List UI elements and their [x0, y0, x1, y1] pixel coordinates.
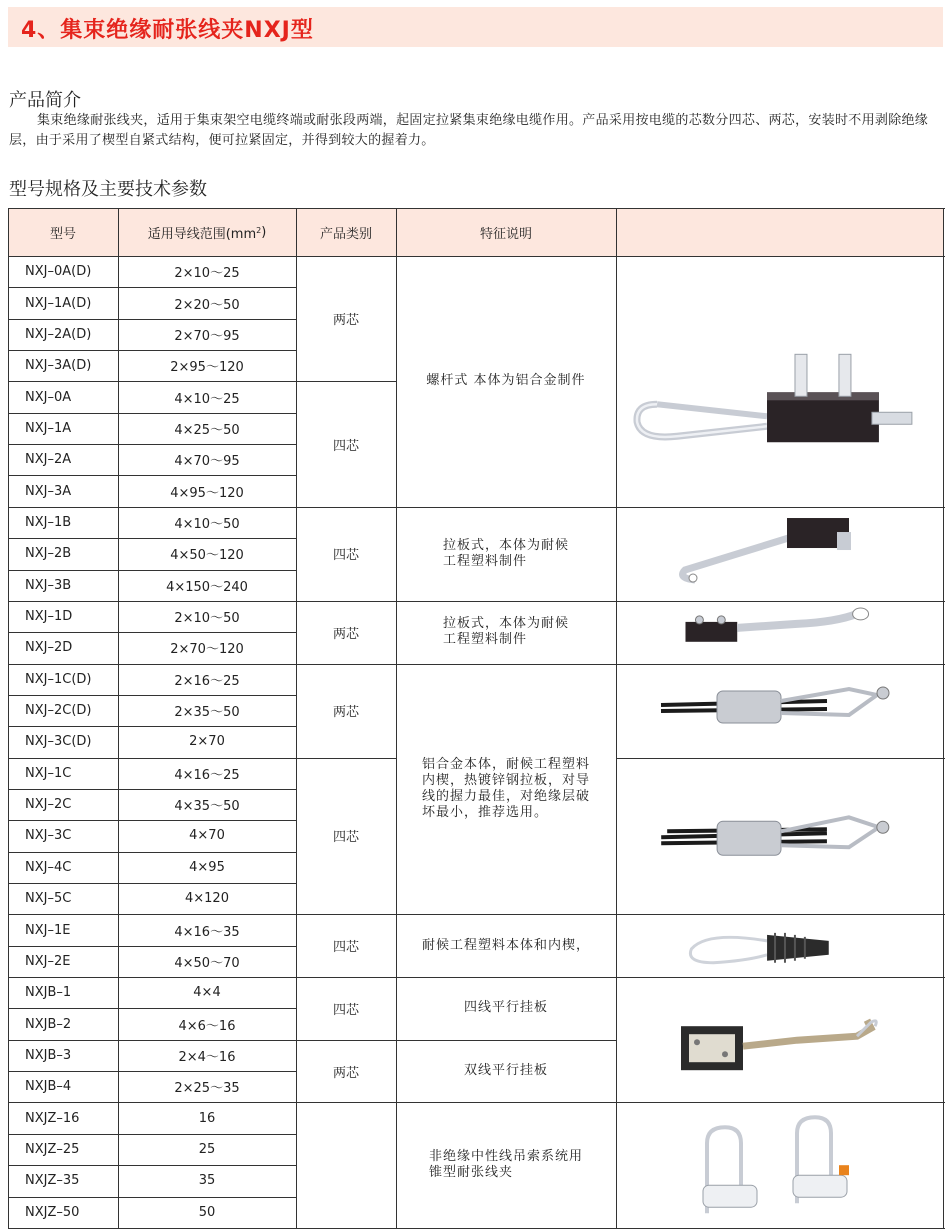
model-cell: NXJB–1 — [25, 985, 72, 1001]
grid-line-h — [8, 1102, 297, 1103]
category-cell: 两芯 — [332, 313, 359, 329]
range-cell: 25 — [198, 1141, 216, 1157]
feature-line: 四线平行挂板 — [463, 1000, 548, 1016]
header-image — [616, 208, 944, 256]
model-cell: NXJZ–16 — [25, 1110, 80, 1126]
grid-line-h — [296, 381, 397, 382]
model-cell: NXJ–3B — [25, 577, 72, 593]
range-cell: 4×50～120 — [170, 548, 244, 564]
model-cell: NXJB–3 — [25, 1047, 72, 1063]
model-cell: NXJ–2A — [25, 452, 72, 468]
grid-line-h — [396, 1040, 617, 1041]
feature-cell — [396, 601, 616, 664]
range-cell: 2×16～25 — [174, 673, 240, 689]
model-cell: NXJ–1E — [25, 922, 71, 938]
intro-heading: 产品简介 — [9, 90, 81, 111]
range-cell: 4×10～50 — [174, 516, 240, 532]
model-cell: NXJZ–25 — [25, 1141, 80, 1157]
range-cell: 35 — [198, 1173, 216, 1189]
category-cell: 两芯 — [332, 626, 359, 642]
category-cell: 两芯 — [332, 705, 359, 721]
feature-cell — [396, 664, 616, 915]
grid-line-v — [396, 208, 397, 1229]
page-title: 4、集束绝缘耐张线夹NXJ型 — [21, 18, 314, 43]
feature-line: 非绝缘中性线吊索系统用 — [428, 1149, 583, 1165]
grid-line-h — [8, 883, 297, 884]
model-cell: NXJ–1C(D) — [25, 671, 92, 687]
range-cell: 2×70～120 — [170, 642, 244, 658]
feature-line: 双线平行挂板 — [463, 1063, 548, 1079]
model-cell: NXJB–4 — [25, 1079, 72, 1095]
grid-line-h — [8, 475, 297, 476]
model-cell: NXJZ–50 — [25, 1204, 80, 1220]
model-cell: NXJ–2D — [25, 640, 73, 656]
category-cell: 四芯 — [332, 548, 359, 564]
parallel-hanging-plate-icon — [617, 978, 943, 1101]
model-cell: NXJ–2C(D) — [25, 703, 92, 719]
grid-line-v — [118, 208, 119, 1229]
grid-line-h — [8, 1197, 297, 1198]
grid-line-h — [8, 789, 297, 790]
model-cell: NXJ–1A — [25, 420, 72, 436]
grid-line-h — [8, 208, 945, 209]
grid-line-h — [8, 538, 297, 539]
grid-line-h — [296, 758, 397, 759]
feature-cell — [396, 977, 616, 1040]
grid-line-h — [296, 601, 397, 602]
intro-text: 集束绝缘耐张线夹，适用于集束架空电缆终端或耐张段两端，起固定拉紧集束绝缘电缆作用。产品采用按电缆的芯数分四芯、两芯，安装时不用剥除绝缘层，由于采用了楔型自紧式结构，便可拉紧固定，并得到较大的握着力。 — [9, 113, 929, 148]
feature-cell — [396, 914, 616, 977]
grid-line-h — [396, 601, 617, 602]
range-cell: 4×10～25 — [174, 391, 240, 407]
range-cell: 16 — [198, 1110, 216, 1126]
feature-cell — [396, 1102, 616, 1227]
grid-line-h — [8, 319, 297, 320]
range-cell: 2×70～95 — [174, 328, 240, 344]
range-cell: 4×16～25 — [174, 767, 240, 783]
title-bar — [8, 7, 943, 47]
model-cell: NXJ–3C — [25, 828, 72, 844]
grid-line-h — [296, 1040, 397, 1041]
grid-line-h — [8, 1165, 297, 1166]
range-cell: 2×95～120 — [170, 360, 244, 376]
feature-line: 坏最小，推荐选用。 — [421, 804, 548, 820]
grid-line-h — [8, 1040, 297, 1041]
grid-line-h — [8, 820, 297, 821]
grid-line-h — [8, 350, 297, 351]
feature-line: 工程塑料制件 — [442, 553, 527, 569]
model-cell: NXJ–5C — [25, 891, 72, 907]
grid-line-h — [8, 664, 297, 665]
model-cell: NXJ–2B — [25, 546, 72, 562]
range-cell: 2×20～50 — [174, 297, 240, 313]
range-cell: 4×16～35 — [174, 924, 240, 940]
plate-type-clamp-icon — [617, 508, 943, 600]
conical-tension-clamp-icon — [617, 1103, 943, 1226]
grid-line-h — [8, 852, 297, 853]
header-category: 产品类别 — [296, 208, 396, 256]
grid-line-h — [296, 977, 397, 978]
grid-line-h — [296, 664, 397, 665]
range-cell: 50 — [198, 1204, 216, 1220]
model-cell: NXJ–3A — [25, 483, 72, 499]
grid-line-h — [296, 914, 397, 915]
range-cell: 4×4 — [193, 985, 221, 1001]
grid-line-v — [943, 208, 944, 1229]
grid-line-h — [8, 758, 297, 759]
feature-line: 螺杆式 本体为铝合金制件 — [426, 373, 586, 389]
range-cell: 4×50～70 — [174, 955, 240, 971]
range-cell: 2×25～35 — [174, 1081, 240, 1097]
range-cell: 2×10～25 — [174, 266, 240, 282]
grid-line-h — [8, 632, 297, 633]
range-cell: 4×6～16 — [178, 1018, 236, 1034]
grid-line-h — [396, 977, 617, 978]
grid-line-h — [8, 946, 297, 947]
feature-line: 线的握力最佳，对绝缘层破 — [421, 788, 590, 804]
range-cell: 4×70 — [189, 828, 225, 844]
plate-type-two-core-clamp-icon — [617, 602, 943, 663]
model-cell: NXJ–0A(D) — [25, 264, 92, 280]
grid-line-h — [8, 601, 297, 602]
category-cell: 四芯 — [332, 830, 359, 846]
spec-table — [8, 208, 944, 1228]
model-cell: NXJ–1B — [25, 514, 72, 530]
spec-heading: 型号规格及主要技术参数 — [9, 179, 207, 200]
grid-line-h — [296, 507, 397, 508]
grid-line-h — [8, 570, 297, 571]
category-cell: 两芯 — [332, 1065, 359, 1081]
grid-line-h — [8, 695, 297, 696]
feature-cell — [396, 256, 616, 507]
grid-line-h — [396, 914, 617, 915]
feature-line: 拉板式，本体为耐候 — [442, 537, 569, 553]
model-cell: NXJ–3A(D) — [25, 358, 92, 374]
category-cell: 四芯 — [332, 940, 359, 956]
grid-line-h — [8, 1008, 297, 1009]
grid-line-h — [396, 507, 617, 508]
model-cell: NXJ–2E — [25, 953, 71, 969]
range-cell: 4×120 — [185, 891, 229, 907]
model-cell: NXJ–2A(D) — [25, 326, 92, 342]
feature-line: 工程塑料制件 — [442, 632, 527, 648]
category-cell: 四芯 — [332, 1002, 359, 1018]
category-cell: 四芯 — [332, 438, 359, 454]
header-feature: 特征说明 — [396, 208, 616, 256]
model-cell: NXJ–1C — [25, 765, 72, 781]
feature-cell — [396, 1040, 616, 1103]
grid-line-h — [8, 381, 297, 382]
category-cell — [296, 1102, 396, 1227]
feature-line: 内楔，热镀锌钢拉板，对导 — [421, 772, 590, 788]
range-cell: 4×35～50 — [174, 799, 240, 815]
plastic-wedge-clamp-icon — [617, 915, 943, 976]
grid-line-h — [8, 444, 297, 445]
range-cell: 2×10～50 — [174, 611, 240, 627]
range-cell: 2×4～16 — [178, 1049, 236, 1065]
feature-line: 锥型耐张线夹 — [428, 1165, 513, 1181]
wedge-clamp-two-core-icon — [617, 665, 943, 757]
grid-line-h — [8, 1228, 945, 1229]
grid-line-h — [8, 413, 297, 414]
header-range: 适用导线范围(mm $^2$ ) — [118, 208, 296, 256]
grid-line-v — [296, 208, 297, 1229]
grid-line-h — [8, 914, 297, 915]
grid-line-v — [8, 208, 9, 1229]
grid-line-h — [296, 1102, 397, 1103]
model-cell: NXJZ–35 — [25, 1173, 80, 1189]
model-cell: NXJ–4C — [25, 859, 72, 875]
range-cell: 4×150～240 — [166, 579, 248, 595]
bolt-type-clamp-icon — [617, 257, 943, 506]
model-cell: NXJ–1D — [25, 609, 73, 625]
range-cell: 4×95～120 — [170, 485, 244, 501]
range-cell: 4×70～95 — [174, 454, 240, 470]
model-cell: NXJB–2 — [25, 1016, 72, 1032]
range-cell: 4×25～50 — [174, 422, 240, 438]
feature-line: 耐候工程塑料本体和内楔， — [421, 937, 590, 953]
feature-line: 拉板式，本体为耐候 — [442, 616, 569, 632]
grid-line-h — [8, 507, 297, 508]
range-cell: 2×35～50 — [174, 705, 240, 721]
header-model: 型号 — [8, 208, 118, 256]
feature-line: 铝合金本体，耐候工程塑料 — [421, 756, 590, 772]
model-cell: NXJ–2C — [25, 797, 72, 813]
grid-line-h — [396, 1102, 617, 1103]
grid-line-h — [8, 287, 297, 288]
wedge-clamp-four-core-icon — [617, 759, 943, 914]
grid-line-h — [8, 1134, 297, 1135]
grid-line-h — [8, 726, 297, 727]
feature-cell — [396, 507, 616, 601]
grid-line-h — [8, 977, 297, 978]
model-cell: NXJ–0A — [25, 389, 72, 405]
grid-line-h — [396, 664, 617, 665]
model-cell: NXJ–1A(D) — [25, 295, 92, 311]
grid-line-h — [8, 1071, 297, 1072]
range-cell: 4×95 — [189, 859, 225, 875]
range-cell: 2×70 — [189, 734, 225, 750]
model-cell: NXJ–3C(D) — [25, 734, 92, 750]
